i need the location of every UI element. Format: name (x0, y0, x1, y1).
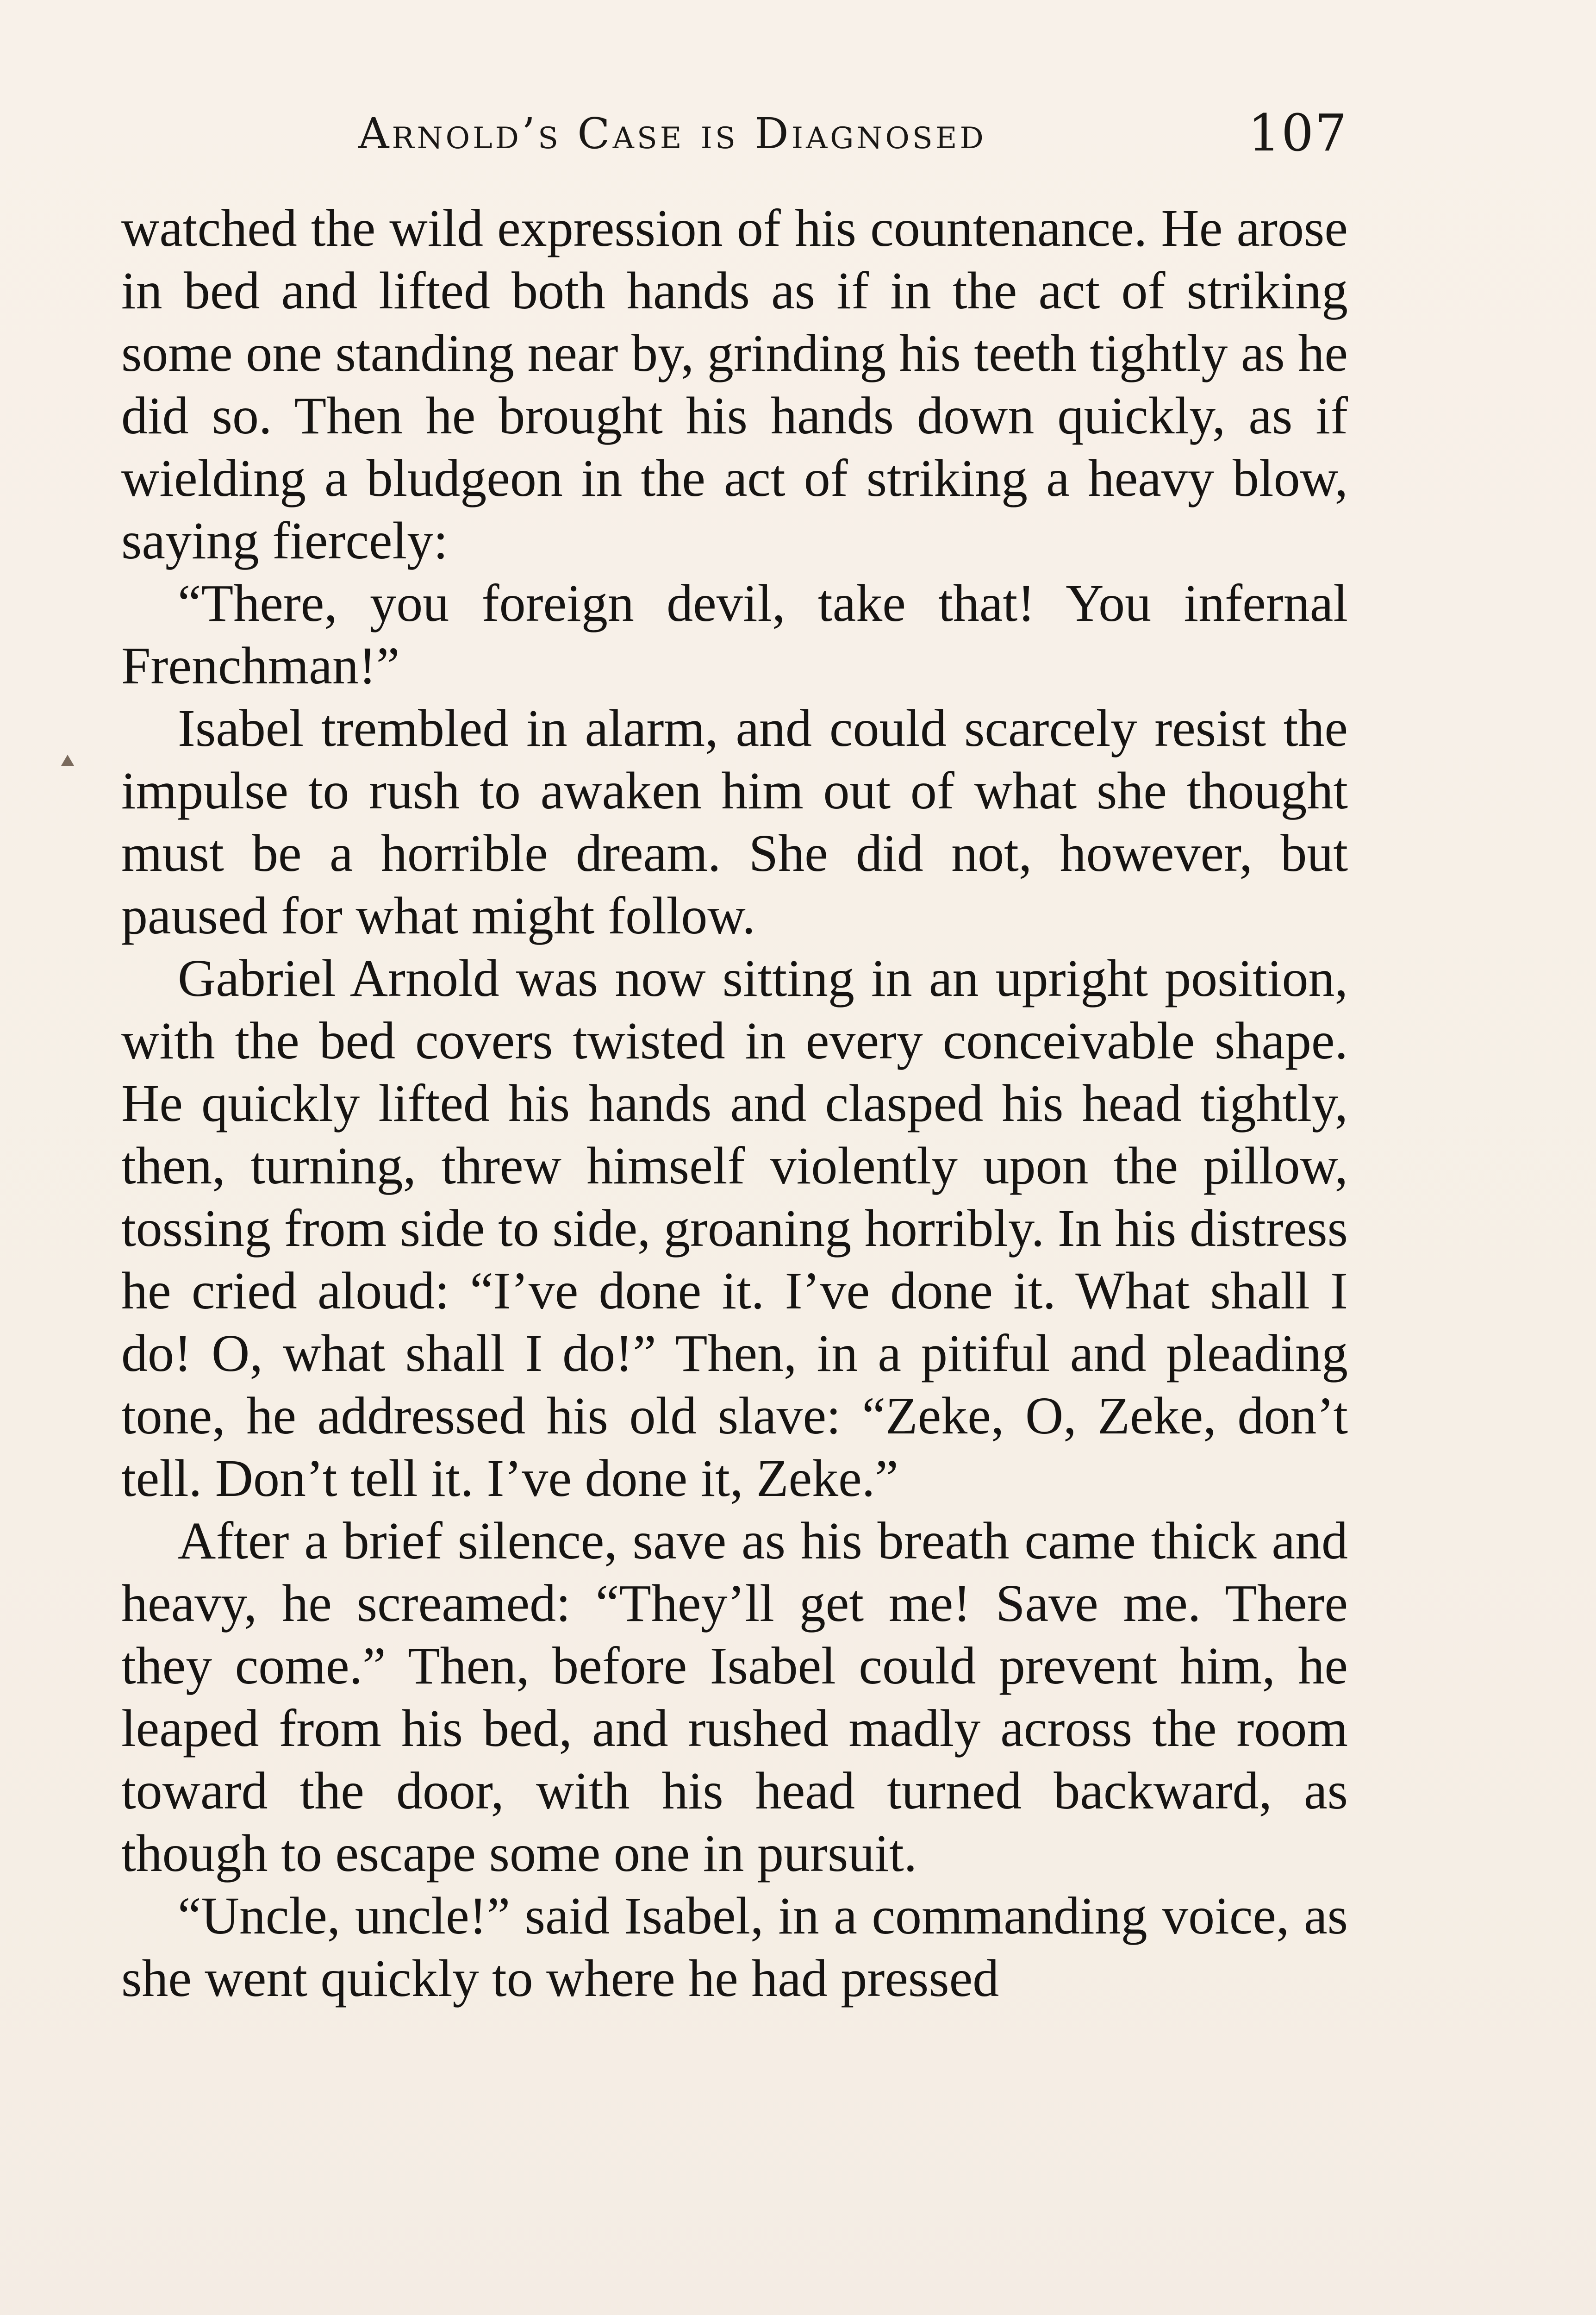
paragraph: “Uncle, uncle!” said Isabel, in a commanding voice, as she went quickly to where he had pressed (121, 1886, 1348, 2008)
running-title: Arnold’s Case is Diagnosed (358, 109, 986, 158)
paragraph: Isabel trembled in alarm, and could scarcely resist the impulse to rush to awaken him out of what she thought must be a horrible dream. She did not, however, but paused for what might follow. (121, 699, 1348, 945)
body-text (121, 197, 1348, 2009)
paragraph: After a brief silence, save as his breath came thick and heavy, he screamed: “They’ll get me! Save me. There they come.” Then, before Isabel could prevent him, he leaped from his bed, and rushed madly across the room toward the door, with his head turned backward, as though to escape some one in pursuit. (121, 1511, 1348, 1883)
paragraph: Gabriel Arnold was now sitting in an upright position, with the bed covers twisted in every conceivable shape. He quickly lifted his hands and clasped his head tightly, then, turning, threw himself violently upon the pillow, tossing from side to side, groaning horribly. In his distress he cried aloud: “I’ve done it. I’ve done it. What shall I do! O, what shall I do!” Then, in a pitiful and pleading tone, he addressed his old slave: “Zeke, O, Zeke, don’t tell. Don’t tell it. I’ve done it, Zeke.” (121, 949, 1348, 1508)
paragraph-continued: watched the wild expression of his countenance. He arose in bed and lifted both hands as if in the act of striking some one standing near by, grinding his teeth tightly as he did so. Then he brought his hands down quickly, as if wielding a bludgeon in the act of striking a heavy blow, saying fiercely: (121, 199, 1348, 570)
paragraph: “There, you foreign devil, take that! You infernal Frenchman!” (121, 574, 1348, 695)
margin-mark-icon (61, 755, 74, 766)
running-head (121, 100, 1348, 169)
page-number: 107 (1248, 103, 1348, 163)
